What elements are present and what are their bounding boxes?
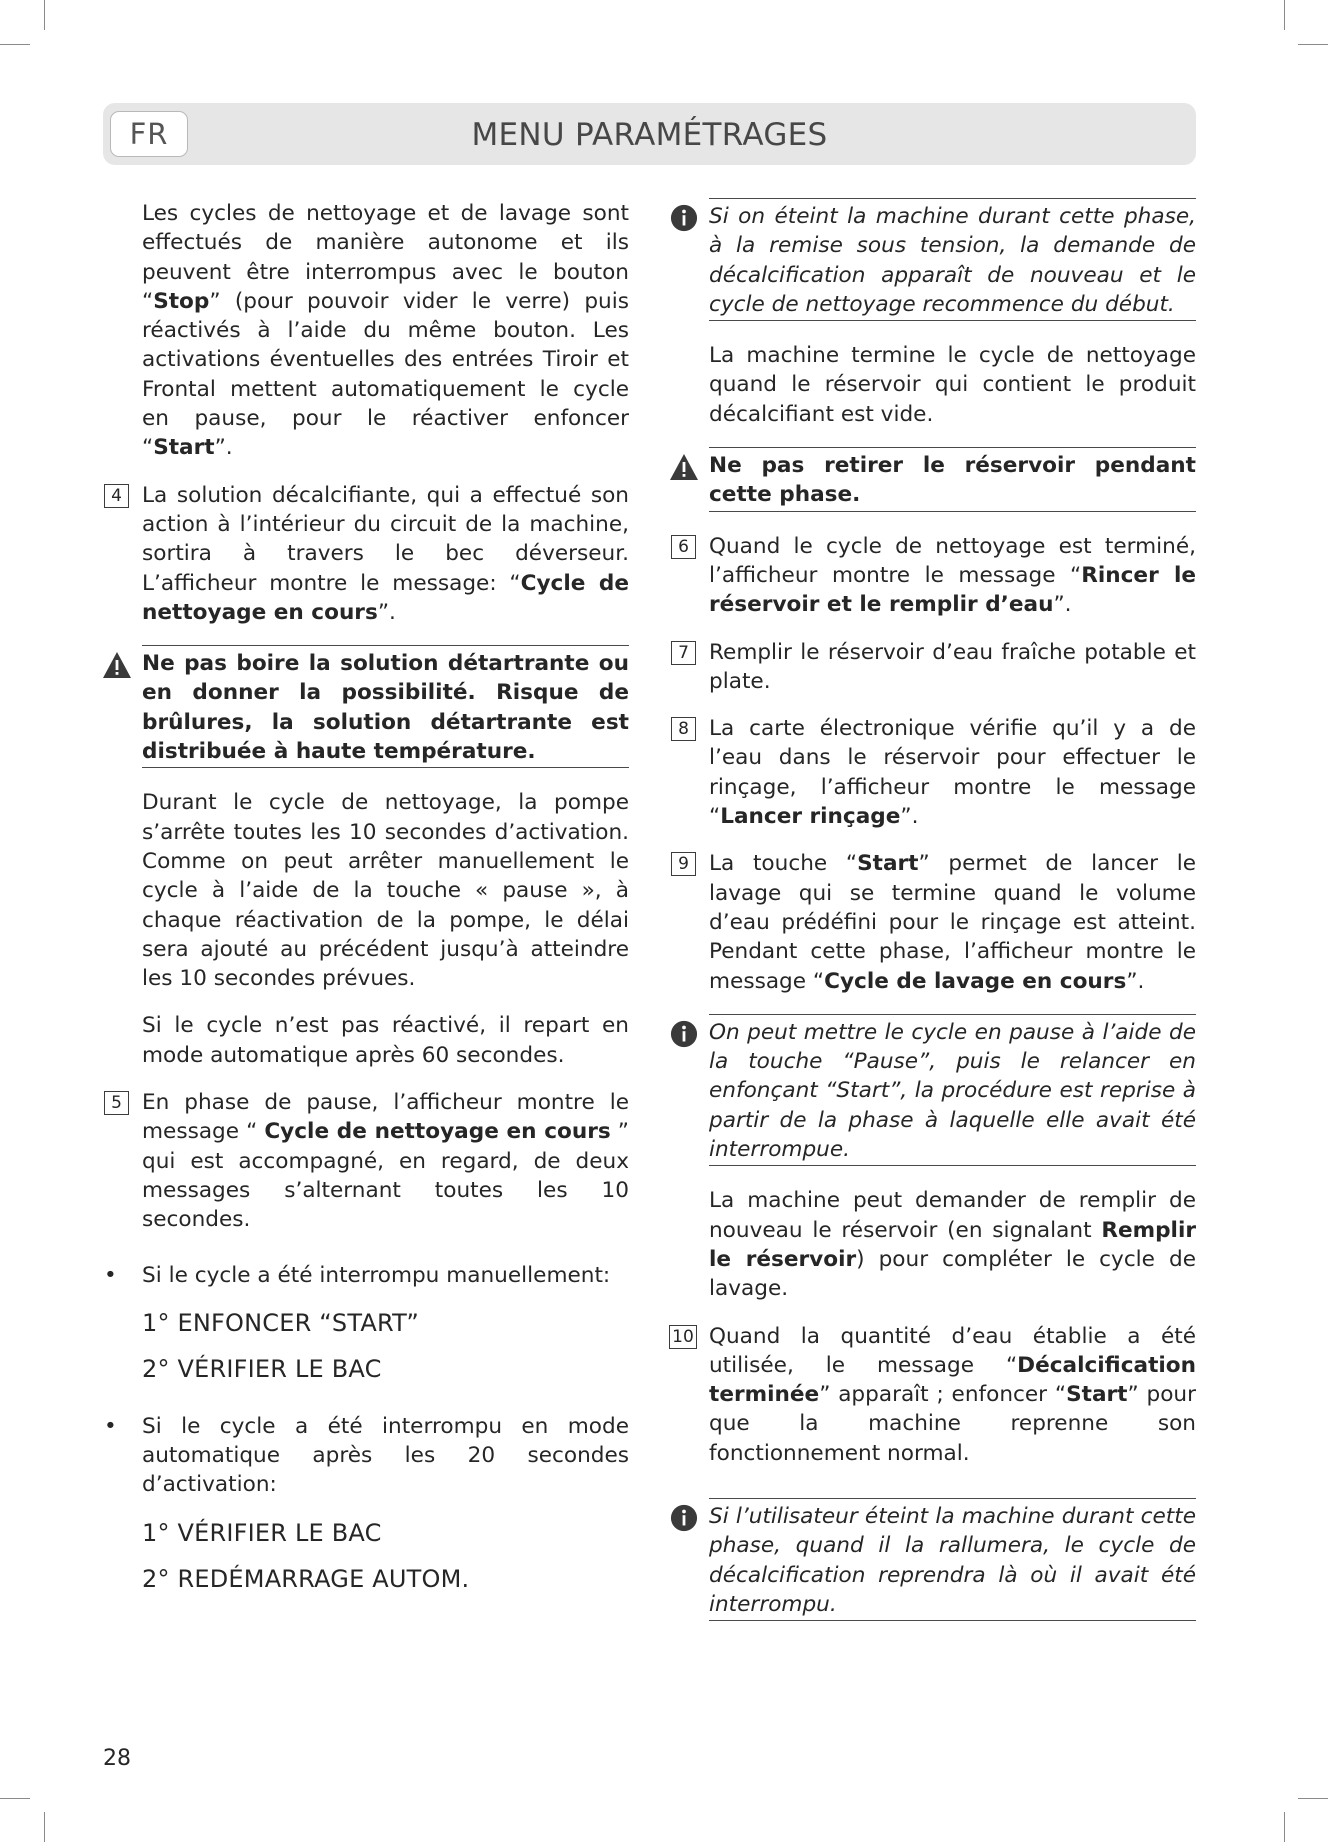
left-column xyxy=(104,199,629,1610)
language-badge: FR xyxy=(110,111,188,157)
body-paragraph: Durant le cycle de nettoyage, la pompe s’arrête toutes les 10 secondes d’activation. Comme on peut arrêter manuellement le cycle à l’aide de la touche « pause », à chaque réactivation de la pompe, le délai sera ajouté au précédent jusqu’à atteindre les 10 secondes prévues. xyxy=(142,790,629,992)
step-number: 4 xyxy=(104,484,129,508)
step-8: 8 La carte électronique vérifie qu’il y a de l’eau dans le réservoir pour effectuer le rinçage, l’afficheur montre le message “Lancer rinçage”. xyxy=(709,714,1196,831)
crop-mark xyxy=(0,1798,30,1799)
display-message: 1° VÉRIFIER LE BAC xyxy=(142,1518,382,1547)
intro-paragraph: Les cycles de nettoyage et de lavage sont effectués de manière autonome et ils peuvent être interrompus avec le bouton “Stop” (pour pouvoir vider le verre) puis réactivés à l’aide du même bouton. Les activations éventuelles des entrées Tiroir et Frontal mettent automatiquement le cycle en pause, pour le réactiver enfoncer “Start”. xyxy=(142,201,629,461)
info-circle-icon xyxy=(669,1020,699,1048)
step-7: 7 Remplir le réservoir d’eau fraîche potable et plate. xyxy=(709,638,1196,697)
display-message: 1° ENFONCER “START” xyxy=(142,1308,420,1337)
body-paragraph: La machine peut demander de remplir de nouveau le réservoir (en signalant Remplir le réservoir) pour compléter le cycle de lavage. xyxy=(709,1188,1196,1302)
warning-note: Ne pas retirer le réservoir pendant cette phase. xyxy=(709,447,1196,512)
info-note: Si l’utilisateur éteint la machine durant cette phase, quand il la rallumera, le cycle de décalcification reprendra là où il avait été interrompu. xyxy=(709,1498,1196,1621)
page-title: MENU PARAMÉTRAGES xyxy=(471,117,828,153)
crop-mark xyxy=(44,0,45,30)
step-5: 5 En phase de pause, l’afficheur montre le message “ Cycle de nettoyage en cours ” qui est accompagné, en regard, de deux messages s’alternant toutes les 10 secondes. xyxy=(142,1088,629,1234)
section-header xyxy=(103,103,1196,165)
info-note: Si on éteint la machine durant cette phase, à la remise sous tension, la demande de décalcification apparaît de nouveau et le cycle de nettoyage recommence du début. xyxy=(709,198,1196,321)
step-number: 7 xyxy=(671,641,696,665)
display-message: 2° REDÉMARRAGE AUTOM. xyxy=(142,1564,470,1593)
body-paragraph: Si le cycle n’est pas réactivé, il repart en mode automatique après 60 secondes. xyxy=(142,1013,629,1068)
crop-mark xyxy=(1284,0,1285,30)
page-number: 28 xyxy=(103,1746,131,1771)
step-9: 9 La touche “Start” permet de lancer le lavage qui se termine quand le volume d’eau prédéfini pour le rinçage est atteint. Pendant cette phase, l’afficheur montre le message “Cycle de lavage en cours”. xyxy=(709,849,1196,995)
bullet-item: • Si le cycle a été interrompu manuellement: xyxy=(142,1261,629,1290)
bullet-item: • Si le cycle a été interrompu en mode automatique après les 20 secondes d’activation: xyxy=(104,1413,629,1498)
crop-mark xyxy=(1298,44,1328,45)
step-number: 6 xyxy=(671,535,696,559)
warning-note: Ne pas boire la solution détartrante ou en donner la possibilité. Risque de brûlures, la solution détartrante est distribuée à haute température. xyxy=(142,645,629,768)
bullet-mark: • xyxy=(104,1413,117,1439)
info-circle-icon xyxy=(669,1504,699,1532)
info-note: On peut mettre le cycle en pause à l’aide de la touche “Pause”, puis le relancer en enfonçant “Start”, la procédure est reprise à partir de la phase à laquelle elle avait été interrompue. xyxy=(709,1014,1196,1166)
step-4: 4 La solution décalcifiante, qui a effectué son action à l’intérieur du circuit de la machine, sortira à travers le bec déverseur. L’afficheur montre le message: “Cycle de nettoyage en cours”. xyxy=(142,481,629,627)
crop-mark xyxy=(44,1812,45,1842)
step-number: 8 xyxy=(671,717,696,741)
step-number: 9 xyxy=(671,852,696,876)
warning-triangle-icon xyxy=(669,453,699,481)
step-number: 5 xyxy=(104,1091,129,1115)
warning-triangle-icon xyxy=(102,651,132,679)
step-number: 10 xyxy=(669,1325,697,1349)
step-10: 10 Quand la quantité d’eau établie a été utilisée, le message “Décalcification terminée” apparaît ; enfoncer “Start” pour que la machine reprenne son fonctionnement normal. xyxy=(709,1322,1196,1468)
right-column xyxy=(672,198,1197,1641)
info-circle-icon xyxy=(669,204,699,232)
step-6: 6 Quand le cycle de nettoyage est terminé, l’afficheur montre le message “Rincer le réservoir et le remplir d’eau”. xyxy=(709,532,1196,620)
body-paragraph: La machine termine le cycle de nettoyage quand le réservoir qui contient le produit décalcifiant est vide. xyxy=(709,343,1196,427)
crop-mark xyxy=(0,44,30,45)
crop-mark xyxy=(1284,1812,1285,1842)
display-message: 2° VÉRIFIER LE BAC xyxy=(142,1354,382,1383)
crop-mark xyxy=(1298,1798,1328,1799)
bullet-mark: • xyxy=(104,1262,117,1288)
